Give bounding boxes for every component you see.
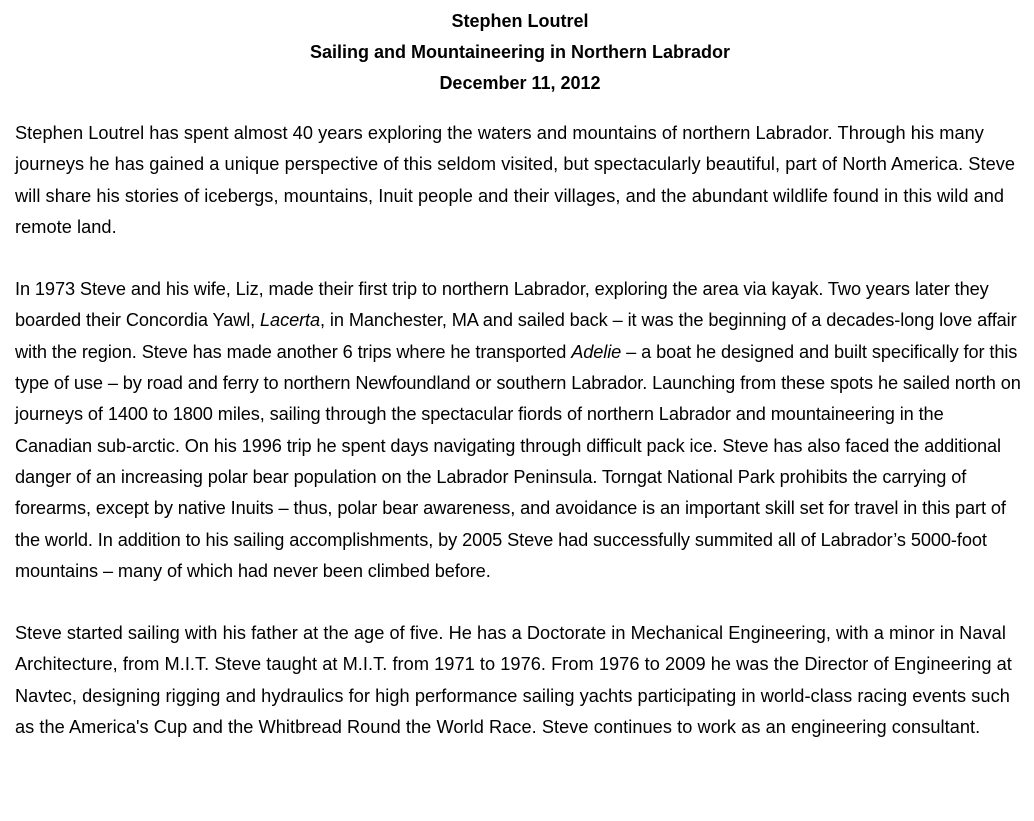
speaker-name: Stephen Loutrel xyxy=(451,11,589,31)
expeditions-text-part-2: , in Manchester, MA and sailed back – it was the beginning of a decades-long love affair with the region. Steve has made another 6 trips where he transported xyxy=(15,310,1017,362)
expeditions-text-part-1: In 1973 Steve and his wife, Liz, made their first trip to northern Labrador, exploring the area via kayak. Two years later they boarded their Concordia Yawl, xyxy=(15,279,989,331)
boat-name-lacerta: Lacerta xyxy=(260,310,321,331)
talk-date: December 11, 2012 xyxy=(439,73,601,93)
document-page xyxy=(15,0,1025,774)
background-text: Steve started sailing with his father at the age of five. He has a Doctorate in Mechanical Engineering, with a minor in Naval Architecture, from M.I.T. Steve taught at M.I.T. from 1971 to 1976. From 1976 to 2009 he was the Director of Engineering at Navtec, designing rigging and hydraulics for high performance sailing yachts participating in world-class racing events such as the America's Cup and the Whitbread Round the World Race. Steve continues to work as an engineering consultant. xyxy=(15,623,1012,738)
talk-title: Sailing and Mountaineering in Northern Labrador xyxy=(309,42,731,62)
expeditions-text-part-3: – a boat he designed and built specifically for this type of use – by road and ferry to northern Newfoundland or southern Labrador. Launching from these spots he sailed north on journeys of 1400 to 1800 miles, sailing through the spectacular fiords of northern Labrador and mountaineering in the Canadian sub-arctic. On his 1996 trip he spent days navigating through difficult pack ice. Steve has also faced the additional danger of an increasing polar bear population on the Labrador Peninsula. Torngat National Park prohibits the carrying of forearms, except by native Inuits – thus, polar bear awareness, and avoidance is an important skill set for travel in this part of the world. In addition to his sailing accomplishments, by 2005 Steve had successfully summited all of Labrador’s 5000-foot mountains – many of which had never been climbed before. xyxy=(15,341,1021,581)
expeditions-paragraph xyxy=(15,274,1025,587)
intro-paragraph xyxy=(15,118,1025,243)
background-paragraph xyxy=(15,618,1025,743)
boat-name-adelie: Adelie xyxy=(571,341,622,362)
intro-text: Stephen Loutrel has spent almost 40 years exploring the waters and mountains of northern Labrador. Through his many journeys he has gained a unique perspective of this seldom visited, but spectacularly beautiful, part of North America. Steve will share his stories of icebergs, mountains, Inuit people and their villages, and the abundant wildlife found in this wild and remote land. xyxy=(15,123,1016,237)
document-header xyxy=(15,0,1025,99)
